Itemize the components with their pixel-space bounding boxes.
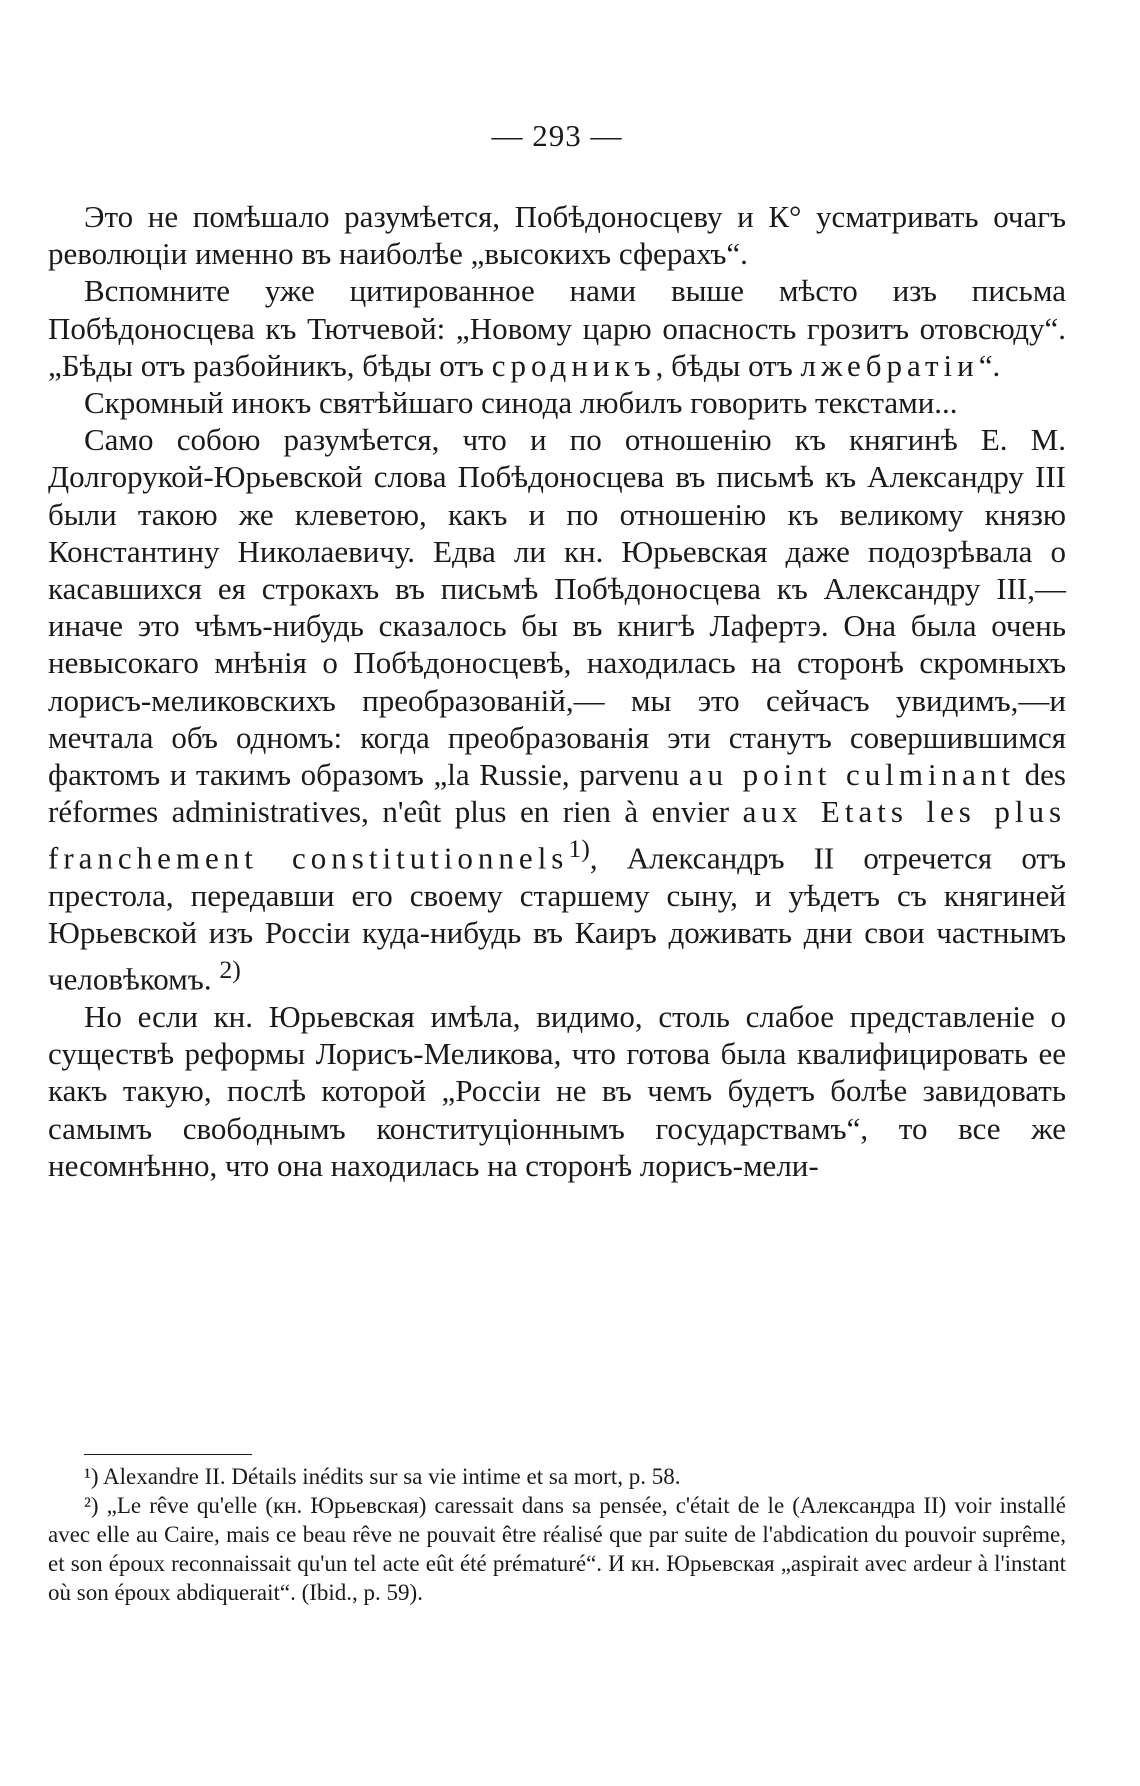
footnotes xyxy=(48,1462,1066,1607)
footnote-1-marker: ¹) xyxy=(84,1464,99,1489)
footnote-separator xyxy=(84,1454,252,1455)
paragraph-1 xyxy=(48,198,1066,272)
footnote-2 xyxy=(48,1491,1066,1607)
paragraph-2-text-a: Вспомните уже цитированное нами выше мѣсто изъ письма Побѣдоносцева къ Тютчевой: „Новому царю опасность грозитъ отовсюду“. „Бѣды отъ разбойникъ, бѣды отъ xyxy=(48,273,1066,383)
footnote-2-text: „Le rêve qu'elle (кн. Юрьевская) caressait dans sa pensée, c'était de le (Александра II) voir installé avec elle au Caire, mais ce beau rêve ne pouvait être réalisé que par suite de l'abdication du pouvoir suprême, et son époux reconnaissait qu'un tel acte eût été prématuré“. И кн. Юрьевская „aspirait avec ardeur à l'instant où son époux abdiquerait“. (Ibid., p. 59). xyxy=(48,1493,1066,1605)
paragraph-4-text-b: des réformes administratives, n'eût plus en rien à envier xyxy=(48,757,1066,830)
footnote-2-marker: ²) xyxy=(84,1493,99,1518)
paragraph-2-spaced-b: лжебратіи xyxy=(800,347,979,383)
paragraph-2 xyxy=(48,272,1066,384)
body-text xyxy=(48,198,1066,1184)
paragraph-3 xyxy=(48,384,1066,421)
footnote-ref-2[interactable]: 2) xyxy=(219,955,241,985)
paragraph-4-text-c: , Александръ II отречется отъ престола, передавши его своему старшему сыну, и уѣдетъ съ княгиней Юрьевской изъ Россіи куда-нибудь въ Каиръ доживать дни свои частнымъ человѣкомъ. xyxy=(48,840,1066,997)
paragraph-2-spaced-a: сродникъ xyxy=(491,347,656,383)
paragraph-4-spaced-a: au point culminant xyxy=(688,757,1016,793)
paragraph-2-text-c: “. xyxy=(978,347,1001,383)
paragraph-1-text: Это не помѣшало разумѣется, Побѣдоносцеву и К° усматривать очагъ революціи именно въ наиболѣе „высокихъ сферахъ“. xyxy=(48,199,1066,272)
paragraph-4-text-a: Само собою разумѣется, что и по отношенію къ княгинѣ Е. М. Долгорукой-Юрьевской слова Побѣдоносцева въ письмѣ къ Александру III были такою же клеветою, какъ и по отношенію къ великому князю Константину Николаевичу. Едва ли кн. Юрьевская даже подозрѣвала о касавшихся ея строкахъ въ письмѣ Побѣдоносцева къ Александру III,— иначе это чѣмъ-нибудь сказалось бы въ книгѣ Лафертэ. Она была очень невысокаго мнѣнія о Побѣдоносцевѣ, находилась на сторонѣ скромныхъ лорисъ-меликовскихъ преобразованій,— мы это сейчасъ увидимъ,—и мечтала объ одномъ: когда преобразованія эти станутъ совершившимся фактомъ и такимъ образомъ „la Russie, parvenu xyxy=(48,422,1066,793)
page-number: — 293 — xyxy=(491,118,623,153)
paragraph-3-text: Скромный инокъ святѣйшаго синода любилъ говорить текстами... xyxy=(84,385,958,421)
paragraph-4 xyxy=(48,421,1066,998)
paragraph-4-spaced-b: aux Etats les plus franchement constitutionnels xyxy=(48,794,1067,876)
footnote-1 xyxy=(48,1462,1066,1491)
paragraph-2-text-b: , бѣды отъ xyxy=(655,347,801,383)
paragraph-5-text: Но если кн. Юрьевская имѣла, видимо, столь слабое представленіе о существѣ реформы Лорисъ-Меликова, что готова была квалифицировать ее какъ такую, послѣ которой „Россіи не въ чемъ будетъ болѣе завидовать самымъ свободнымъ конституціоннымъ государствамъ“, то все же несомнѣнно, что она находилась на сторонѣ лорисъ-мели- xyxy=(48,998,1066,1183)
footnote-ref-1[interactable]: 1) xyxy=(568,834,590,864)
footnote-1-text: Alexandre II. Détails inédits sur sa vie intime et sa mort, p. 58. xyxy=(98,1464,681,1489)
paragraph-5 xyxy=(48,998,1066,1184)
